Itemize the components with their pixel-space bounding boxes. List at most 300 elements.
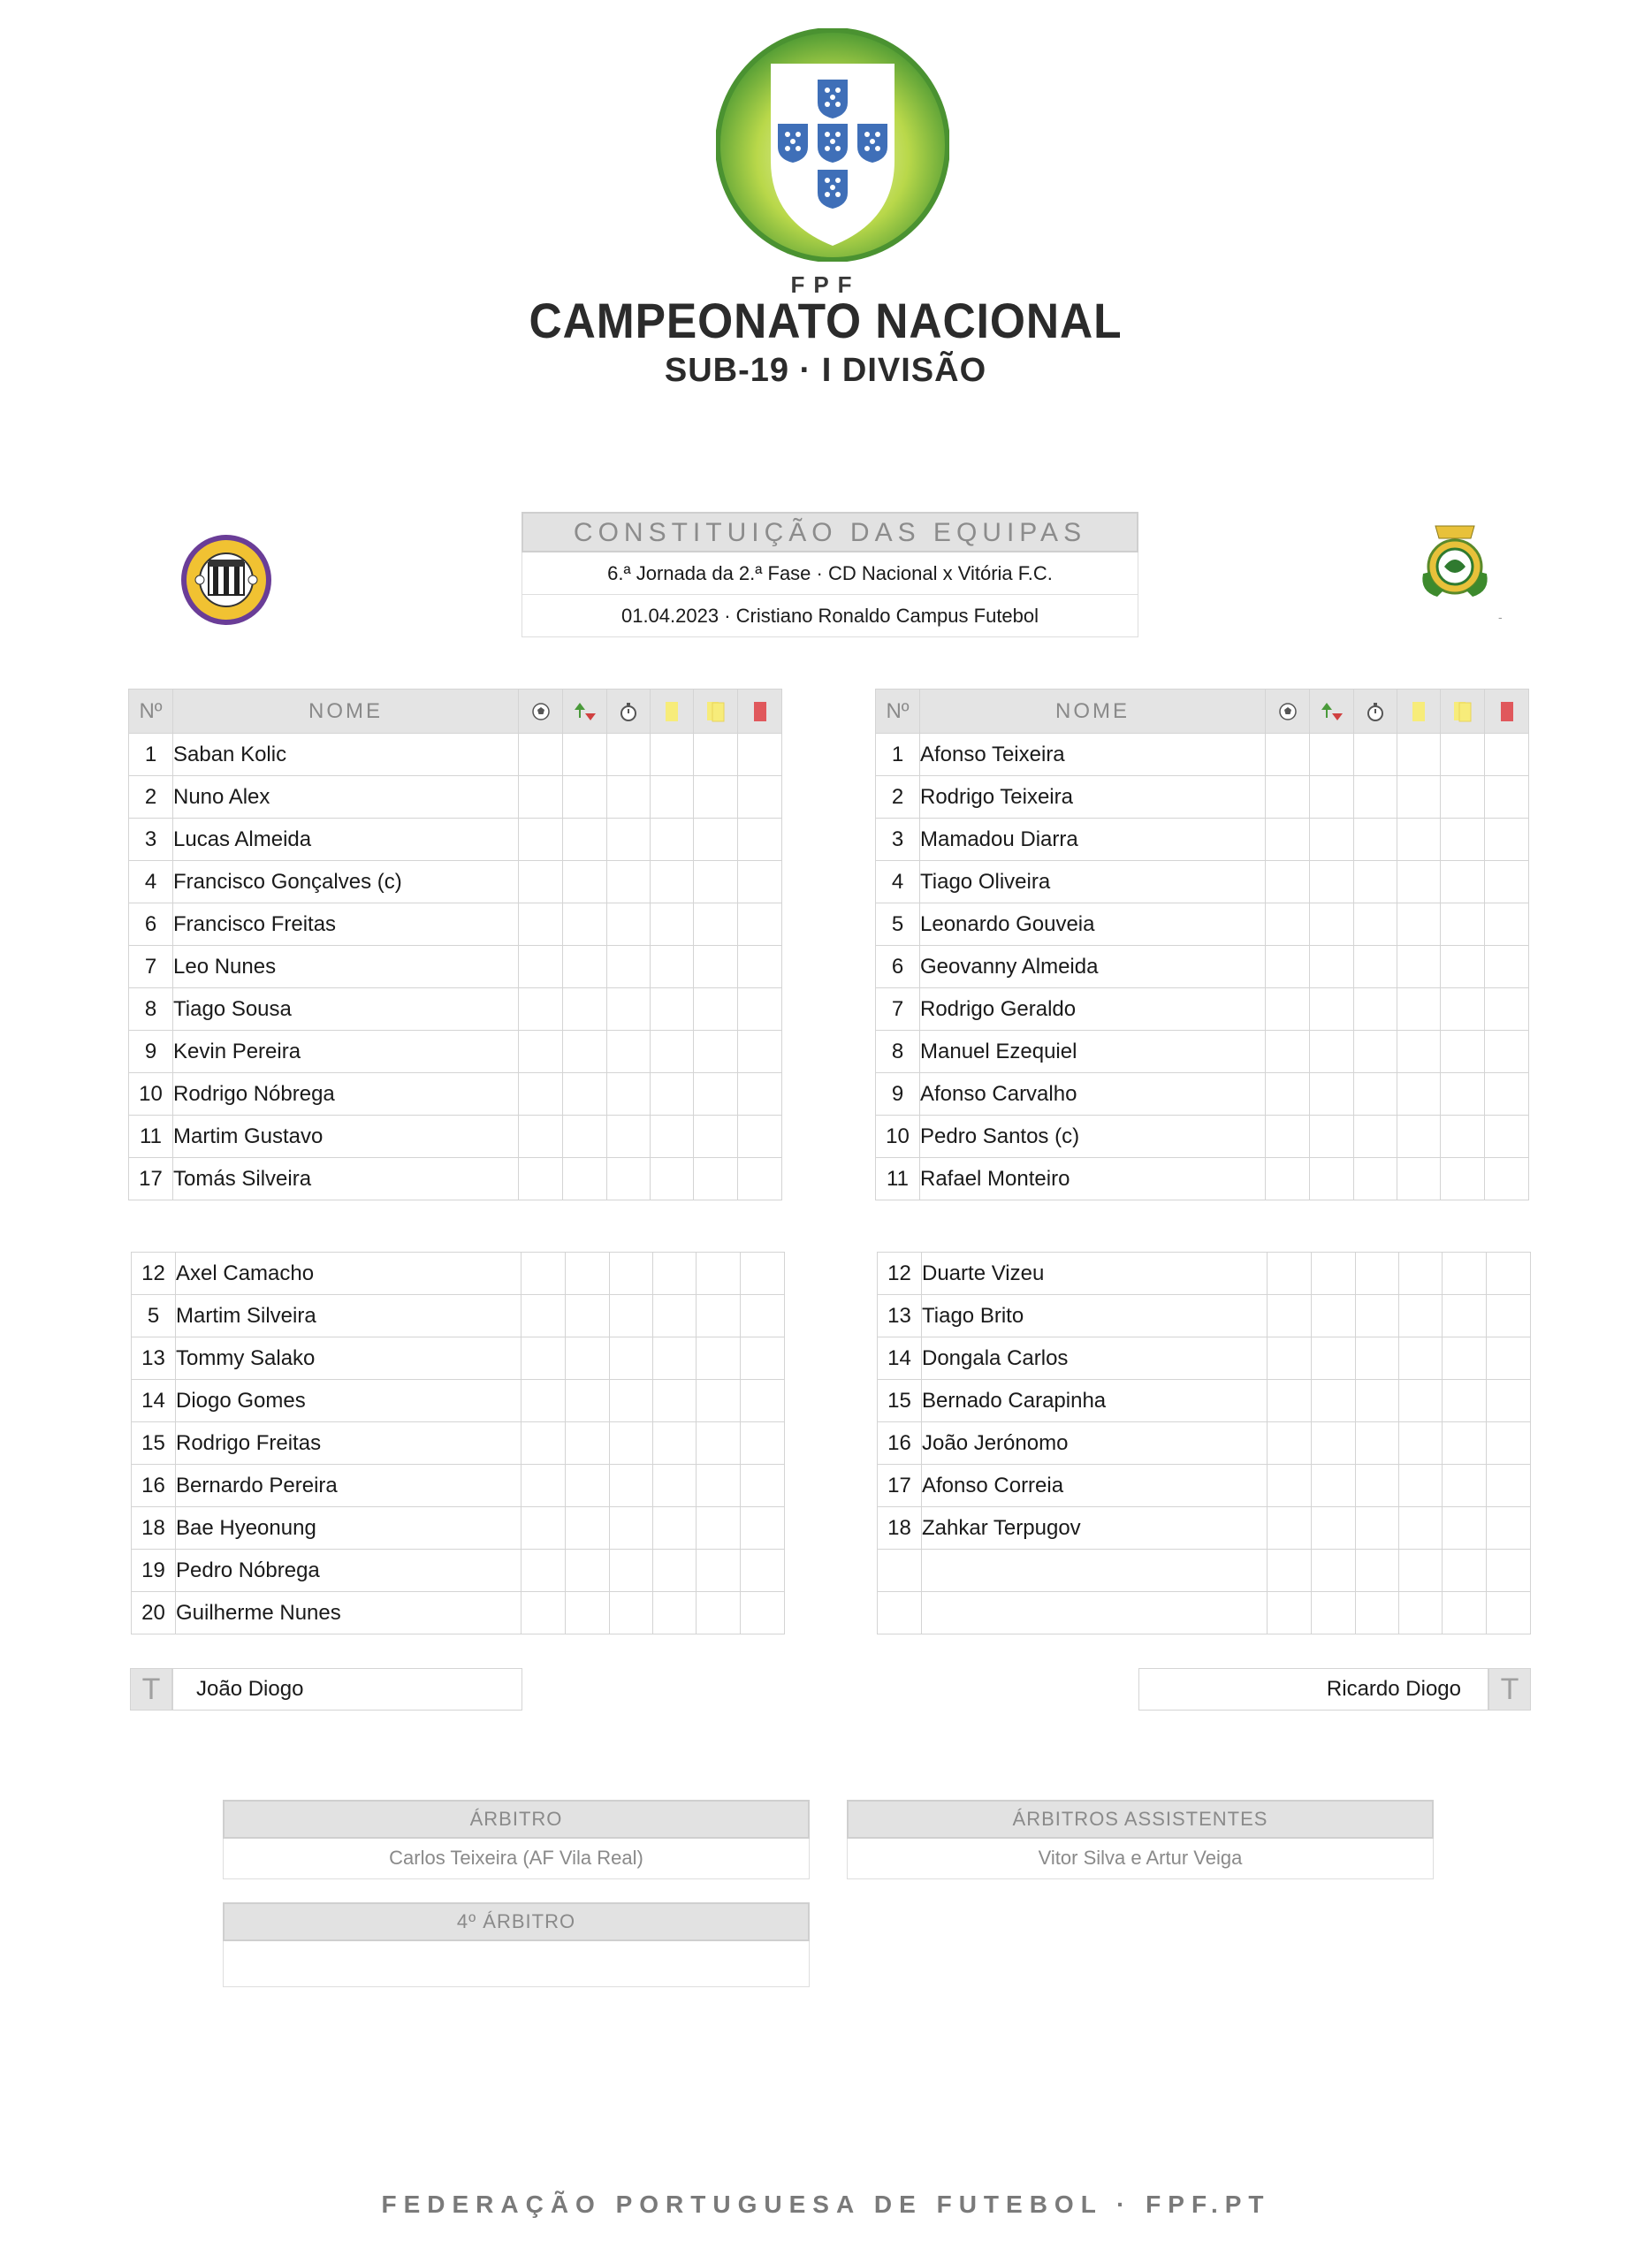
- goal-icon: [519, 690, 562, 733]
- red-card-cell: [1487, 1422, 1531, 1465]
- home-club-crest: [179, 533, 273, 627]
- away-starters-table: [875, 689, 1529, 1200]
- substitution-cell: [1312, 1592, 1356, 1634]
- away-coach-label: T: [1488, 1668, 1531, 1711]
- second-yellow-card-cell: [694, 1116, 738, 1158]
- second-yellow-card-cell: [694, 861, 738, 903]
- player-row: [129, 819, 782, 861]
- player-number: 16: [132, 1465, 176, 1507]
- player-name: Bernardo Pereira: [176, 1465, 521, 1507]
- player-number: 1: [876, 734, 920, 776]
- player-name: João Jerónomo: [922, 1422, 1268, 1465]
- red-card-cell: [1485, 903, 1529, 946]
- second-yellow-card-cell: [694, 988, 738, 1031]
- yellow-card-cell: [1397, 1031, 1441, 1073]
- substitution-cell: [563, 734, 607, 776]
- red-card-cell: [1487, 1550, 1531, 1592]
- yellow-card-cell: [653, 1253, 697, 1295]
- lineup-title: CONSTITUIÇÃO DAS EQUIPAS: [521, 512, 1138, 552]
- second-yellow-card-cell: [697, 1380, 741, 1422]
- player-row: [129, 988, 782, 1031]
- substitution-cell: [1310, 946, 1354, 988]
- yellow-card-cell: [651, 734, 694, 776]
- red-card-cell: [741, 1422, 785, 1465]
- substitution-cell: [563, 1073, 607, 1116]
- player-name: Diogo Gomes: [176, 1380, 521, 1422]
- red-card-cell: [1487, 1380, 1531, 1422]
- goal-cell: [1268, 1253, 1312, 1295]
- time-cell: [607, 861, 651, 903]
- second-yellow-card-cell: [1441, 861, 1485, 903]
- red-card-cell: [1485, 946, 1529, 988]
- time-cell: [610, 1465, 653, 1507]
- player-name: Rodrigo Geraldo: [920, 988, 1266, 1031]
- player-row: [878, 1253, 1531, 1295]
- goal-cell: [519, 946, 563, 988]
- second-yellow-card-cell: [697, 1550, 741, 1592]
- player-row: [132, 1295, 785, 1337]
- goal-cell: [519, 988, 563, 1031]
- substitution-cell: [566, 1253, 610, 1295]
- red-card-cell: [741, 1253, 785, 1295]
- red-card-cell: [738, 946, 782, 988]
- player-row: [132, 1380, 785, 1422]
- player-name: Rodrigo Freitas: [176, 1422, 521, 1465]
- red-card-cell: [1487, 1295, 1531, 1337]
- player-row: [132, 1253, 785, 1295]
- substitution-cell: [563, 988, 607, 1031]
- second-yellow-card-cell: [697, 1295, 741, 1337]
- player-number: 6: [876, 946, 920, 988]
- time-cell: [610, 1337, 653, 1380]
- table-header-row: [129, 690, 782, 734]
- goal-cell: [521, 1295, 566, 1337]
- player-number: 7: [129, 946, 173, 988]
- championship-subtitle: SUB-19 · I DIVISÃO: [664, 352, 987, 389]
- player-row: [878, 1422, 1531, 1465]
- fourth-official-name: [223, 1941, 810, 1987]
- time-cell: [1356, 1592, 1399, 1634]
- championship-title: CAMPEONATO NACIONAL: [529, 293, 1123, 348]
- player-row: [132, 1592, 785, 1634]
- red-card-cell: [1485, 1116, 1529, 1158]
- goal-cell: [1268, 1465, 1312, 1507]
- substitution-cell: [566, 1380, 610, 1422]
- player-number: [878, 1592, 922, 1634]
- second-yellow-card-icon: [1441, 690, 1484, 733]
- player-name: Duarte Vizeu: [922, 1253, 1268, 1295]
- player-number: 14: [132, 1380, 176, 1422]
- player-row: [876, 1073, 1529, 1116]
- time-cell: [1354, 776, 1397, 819]
- player-number: 18: [132, 1507, 176, 1550]
- player-row: [129, 861, 782, 903]
- goal-cell: [1266, 1116, 1310, 1158]
- substitution-cell: [1310, 903, 1354, 946]
- player-row: [132, 1465, 785, 1507]
- substitution-cell: [1310, 819, 1354, 861]
- red-card-cell: [1485, 776, 1529, 819]
- yellow-card-cell: [1397, 819, 1441, 861]
- goal-icon: [1266, 690, 1309, 733]
- time-cell: [610, 1295, 653, 1337]
- player-number: 5: [132, 1295, 176, 1337]
- number-column-header: Nº: [876, 690, 920, 734]
- player-name: Tomás Silveira: [173, 1158, 519, 1200]
- yellow-card-cell: [653, 1295, 697, 1337]
- away-subs-table: [877, 1252, 1531, 1634]
- substitution-cell: [563, 776, 607, 819]
- red-card-cell: [738, 1031, 782, 1073]
- player-name: Tiago Oliveira: [920, 861, 1266, 903]
- player-row: [132, 1337, 785, 1380]
- yellow-card-cell: [1397, 1116, 1441, 1158]
- substitution-cell: [1312, 1507, 1356, 1550]
- yellow-card-cell: [1399, 1422, 1443, 1465]
- player-row: [132, 1422, 785, 1465]
- second-yellow-card-cell: [1443, 1550, 1487, 1592]
- red-card-cell: [741, 1550, 785, 1592]
- player-row: [129, 734, 782, 776]
- player-number: 11: [129, 1116, 173, 1158]
- goal-cell: [1266, 734, 1310, 776]
- player-row: [878, 1550, 1531, 1592]
- red-card-cell: [741, 1380, 785, 1422]
- red-card-cell: [1487, 1465, 1531, 1507]
- second-yellow-column-header: [1441, 690, 1485, 734]
- stopwatch-icon: [1354, 690, 1397, 733]
- player-name: Leonardo Gouveia: [920, 903, 1266, 946]
- yellow-card-cell: [653, 1507, 697, 1550]
- player-row: [129, 1073, 782, 1116]
- away-club-crest: [1418, 521, 1492, 602]
- substitution-cell: [1310, 1158, 1354, 1200]
- time-cell: [610, 1380, 653, 1422]
- second-yellow-card-cell: [1443, 1592, 1487, 1634]
- yellow-card-column-header: [1397, 690, 1441, 734]
- second-yellow-card-cell: [697, 1253, 741, 1295]
- second-yellow-card-cell: [694, 776, 738, 819]
- home-coach-name: João Diogo: [172, 1668, 522, 1711]
- goal-cell: [521, 1507, 566, 1550]
- time-cell: [1356, 1465, 1399, 1507]
- second-yellow-card-cell: [1441, 903, 1485, 946]
- red-card-cell: [1485, 734, 1529, 776]
- goal-cell: [1266, 776, 1310, 819]
- player-number: 13: [132, 1337, 176, 1380]
- yellow-card-cell: [1397, 946, 1441, 988]
- substitution-cell: [563, 1158, 607, 1200]
- red-card-cell: [738, 903, 782, 946]
- player-number: 12: [878, 1253, 922, 1295]
- yellow-card-cell: [1399, 1295, 1443, 1337]
- player-row: [878, 1380, 1531, 1422]
- player-number: 19: [132, 1550, 176, 1592]
- substitution-cell: [1310, 1116, 1354, 1158]
- time-cell: [607, 1031, 651, 1073]
- second-yellow-card-cell: [1441, 734, 1485, 776]
- substitution-cell: [563, 903, 607, 946]
- time-cell: [1354, 819, 1397, 861]
- goal-cell: [1266, 903, 1310, 946]
- time-cell: [1356, 1507, 1399, 1550]
- second-yellow-card-cell: [694, 946, 738, 988]
- player-number: 4: [129, 861, 173, 903]
- yellow-card-cell: [1397, 861, 1441, 903]
- second-yellow-card-cell: [1441, 988, 1485, 1031]
- substitution-icon: [1310, 690, 1353, 733]
- time-cell: [607, 988, 651, 1031]
- substitution-cell: [1310, 1031, 1354, 1073]
- time-cell: [610, 1422, 653, 1465]
- time-column-header: [607, 690, 651, 734]
- substitution-cell: [1310, 988, 1354, 1031]
- player-row: [129, 946, 782, 988]
- player-name: Axel Camacho: [176, 1253, 521, 1295]
- player-number: 11: [876, 1158, 920, 1200]
- red-card-cell: [738, 1116, 782, 1158]
- yellow-card-cell: [651, 1073, 694, 1116]
- red-card-cell: [738, 988, 782, 1031]
- yellow-card-cell: [653, 1337, 697, 1380]
- yellow-card-cell: [1397, 903, 1441, 946]
- footer: FEDERAÇÃO PORTUGUESA DE FUTEBOL · FPF.PT: [381, 2191, 1271, 2218]
- red-card-cell: [1485, 1158, 1529, 1200]
- second-yellow-card-cell: [697, 1337, 741, 1380]
- player-row: [129, 1116, 782, 1158]
- time-cell: [607, 1116, 651, 1158]
- goal-cell: [521, 1592, 566, 1634]
- player-name: Bae Hyeonung: [176, 1507, 521, 1550]
- player-number: 17: [129, 1158, 173, 1200]
- substitution-cell: [566, 1592, 610, 1634]
- home-starters-table: [128, 689, 782, 1200]
- second-yellow-card-cell: [1441, 946, 1485, 988]
- player-number: 2: [129, 776, 173, 819]
- fpf-logo: [716, 28, 949, 262]
- yellow-card-cell: [1397, 776, 1441, 819]
- assistant-referees-names: Vitor Silva e Artur Veiga: [847, 1839, 1434, 1879]
- goal-cell: [519, 1116, 563, 1158]
- substitution-cell: [566, 1550, 610, 1592]
- player-row: [132, 1550, 785, 1592]
- red-card-column-header: [738, 690, 782, 734]
- second-yellow-card-cell: [1443, 1465, 1487, 1507]
- red-card-cell: [741, 1592, 785, 1634]
- time-column-header: [1354, 690, 1397, 734]
- goal-cell: [521, 1337, 566, 1380]
- time-cell: [1354, 1073, 1397, 1116]
- substitution-cell: [566, 1295, 610, 1337]
- player-name: Tiago Sousa: [173, 988, 519, 1031]
- yellow-card-cell: [1397, 1158, 1441, 1200]
- yellow-card-cell: [651, 861, 694, 903]
- second-yellow-card-cell: [694, 819, 738, 861]
- player-name: Francisco Gonçalves (c): [173, 861, 519, 903]
- player-number: 15: [878, 1380, 922, 1422]
- yellow-card-column-header: [651, 690, 694, 734]
- player-name: Leo Nunes: [173, 946, 519, 988]
- red-card-cell: [738, 734, 782, 776]
- player-name: Afonso Teixeira: [920, 734, 1266, 776]
- home-coach-label: T: [130, 1668, 172, 1711]
- substitution-cell: [1312, 1550, 1356, 1592]
- player-number: 3: [876, 819, 920, 861]
- substitution-cell: [1312, 1337, 1356, 1380]
- red-card-cell: [1485, 1031, 1529, 1073]
- yellow-card-cell: [651, 946, 694, 988]
- goal-cell: [519, 819, 563, 861]
- referee-title: ÁRBITRO: [223, 1800, 810, 1839]
- yellow-card-cell: [651, 1031, 694, 1073]
- player-name: Lucas Almeida: [173, 819, 519, 861]
- player-row: [876, 903, 1529, 946]
- substitution-cell: [566, 1465, 610, 1507]
- goal-cell: [1266, 1073, 1310, 1116]
- goal-column-header: [519, 690, 563, 734]
- substitution-cell: [563, 946, 607, 988]
- second-yellow-card-cell: [697, 1592, 741, 1634]
- red-card-cell: [1487, 1592, 1531, 1634]
- name-column-header: NOME: [173, 690, 519, 734]
- substitution-cell: [563, 819, 607, 861]
- player-row: [878, 1507, 1531, 1550]
- red-card-cell: [738, 861, 782, 903]
- player-name: [922, 1550, 1268, 1592]
- substitution-cell: [1312, 1253, 1356, 1295]
- second-yellow-card-cell: [694, 1073, 738, 1116]
- player-name: [922, 1592, 1268, 1634]
- substitution-column-header: [563, 690, 607, 734]
- second-yellow-card-cell: [1441, 819, 1485, 861]
- yellow-card-cell: [1399, 1592, 1443, 1634]
- player-name: Tommy Salako: [176, 1337, 521, 1380]
- second-yellow-card-cell: [694, 903, 738, 946]
- time-cell: [610, 1507, 653, 1550]
- yellow-card-cell: [653, 1422, 697, 1465]
- time-cell: [607, 903, 651, 946]
- red-card-cell: [1485, 988, 1529, 1031]
- away-coach-name: Ricardo Diogo: [1138, 1668, 1488, 1711]
- player-number: 5: [876, 903, 920, 946]
- second-yellow-card-cell: [694, 1158, 738, 1200]
- time-cell: [607, 946, 651, 988]
- goal-column-header: [1266, 690, 1310, 734]
- player-name: Bernado Carapinha: [922, 1380, 1268, 1422]
- yellow-card-icon: [1397, 690, 1440, 733]
- second-yellow-card-cell: [1443, 1380, 1487, 1422]
- goal-cell: [1268, 1380, 1312, 1422]
- player-number: 12: [132, 1253, 176, 1295]
- player-number: 14: [878, 1337, 922, 1380]
- substitution-cell: [566, 1422, 610, 1465]
- goal-cell: [1268, 1295, 1312, 1337]
- goal-cell: [1268, 1337, 1312, 1380]
- time-cell: [1354, 1031, 1397, 1073]
- player-row: [129, 776, 782, 819]
- time-cell: [1354, 988, 1397, 1031]
- home-subs-table: [131, 1252, 785, 1634]
- player-name: Tiago Brito: [922, 1295, 1268, 1337]
- goal-cell: [519, 903, 563, 946]
- red-card-cell: [1487, 1253, 1531, 1295]
- goal-cell: [519, 861, 563, 903]
- player-name: Rafael Monteiro: [920, 1158, 1266, 1200]
- yellow-card-cell: [653, 1380, 697, 1422]
- goal-cell: [1266, 819, 1310, 861]
- second-yellow-card-cell: [1443, 1253, 1487, 1295]
- player-row: [876, 734, 1529, 776]
- yellow-card-cell: [653, 1592, 697, 1634]
- red-card-cell: [738, 1073, 782, 1116]
- goal-cell: [1268, 1592, 1312, 1634]
- second-yellow-card-cell: [1443, 1507, 1487, 1550]
- player-row: [878, 1465, 1531, 1507]
- player-row: [876, 946, 1529, 988]
- red-card-cell: [1485, 1073, 1529, 1116]
- player-number: 15: [132, 1422, 176, 1465]
- substitution-cell: [563, 1031, 607, 1073]
- goal-cell: [1266, 988, 1310, 1031]
- goal-cell: [521, 1550, 566, 1592]
- substitution-cell: [1310, 776, 1354, 819]
- player-name: Rodrigo Nóbrega: [173, 1073, 519, 1116]
- second-yellow-card-cell: [697, 1507, 741, 1550]
- yellow-card-cell: [1399, 1337, 1443, 1380]
- player-name: Francisco Freitas: [173, 903, 519, 946]
- goal-cell: [1266, 946, 1310, 988]
- substitution-cell: [1312, 1465, 1356, 1507]
- yellow-card-cell: [651, 776, 694, 819]
- player-name: Afonso Carvalho: [920, 1073, 1266, 1116]
- yellow-card-icon: [651, 690, 693, 733]
- player-name: Nuno Alex: [173, 776, 519, 819]
- goal-cell: [519, 776, 563, 819]
- substitution-icon: [563, 690, 606, 733]
- red-card-cell: [1485, 861, 1529, 903]
- goal-cell: [519, 1158, 563, 1200]
- second-yellow-card-cell: [694, 1031, 738, 1073]
- time-cell: [610, 1550, 653, 1592]
- time-cell: [1356, 1253, 1399, 1295]
- player-row: [876, 861, 1529, 903]
- red-card-cell: [741, 1337, 785, 1380]
- player-number: 13: [878, 1295, 922, 1337]
- yellow-card-cell: [1397, 734, 1441, 776]
- yellow-card-cell: [651, 1158, 694, 1200]
- table-header-row: [876, 690, 1529, 734]
- time-cell: [1354, 734, 1397, 776]
- player-name: Mamadou Diarra: [920, 819, 1266, 861]
- yellow-card-cell: [653, 1550, 697, 1592]
- player-number: [878, 1550, 922, 1592]
- player-name: Geovanny Almeida: [920, 946, 1266, 988]
- stopwatch-icon: [607, 690, 650, 733]
- substitution-cell: [566, 1507, 610, 1550]
- red-card-cell: [741, 1507, 785, 1550]
- second-yellow-card-cell: [694, 734, 738, 776]
- time-cell: [607, 1073, 651, 1116]
- goal-cell: [521, 1380, 566, 1422]
- goal-cell: [521, 1422, 566, 1465]
- player-number: 1: [129, 734, 173, 776]
- substitution-cell: [563, 861, 607, 903]
- second-yellow-card-cell: [1443, 1295, 1487, 1337]
- time-cell: [1354, 1158, 1397, 1200]
- player-number: 10: [129, 1073, 173, 1116]
- referee-name: Carlos Teixeira (AF Vila Real): [223, 1839, 810, 1879]
- player-row: [876, 819, 1529, 861]
